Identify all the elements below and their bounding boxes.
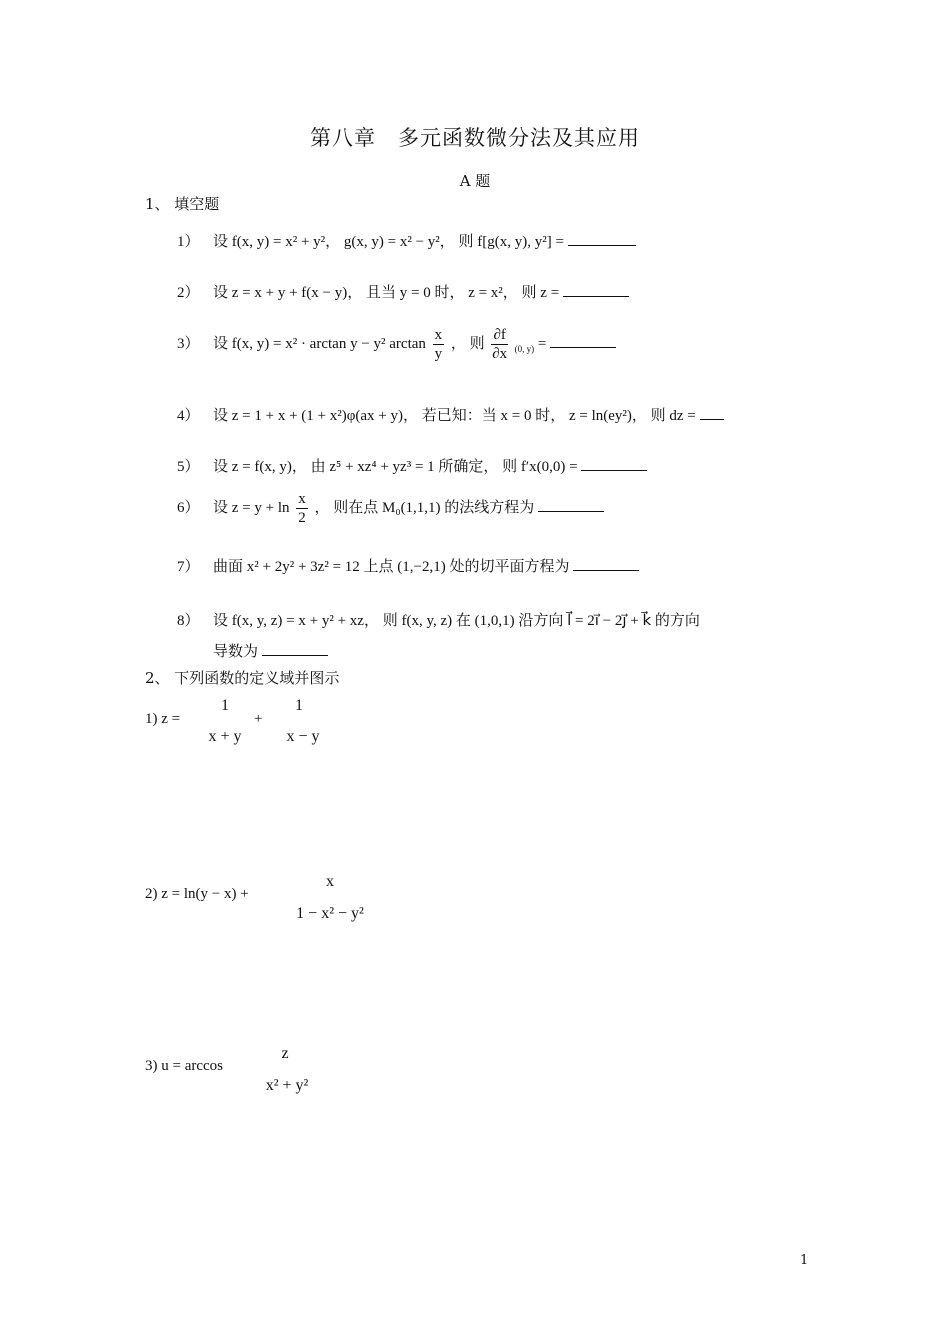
question-4 — [177, 404, 724, 425]
question-text: = — [537, 335, 547, 352]
question-number: 7） — [177, 559, 200, 575]
question-2 — [177, 281, 629, 302]
answer-blank[interactable] — [568, 231, 636, 246]
fraction — [433, 326, 445, 363]
question-text: ， 则 — [450, 335, 485, 352]
evaluation-point: (0, y) — [514, 343, 535, 354]
numerator: x — [434, 327, 443, 343]
question-text: 设 z = y + ln — [213, 499, 290, 516]
question-number: 4） — [177, 408, 200, 424]
question-number: 6） — [177, 499, 200, 516]
domain-function-1-label: 1) z = — [145, 711, 181, 727]
domain-function-3-numerator: z — [281, 1045, 289, 1062]
numerator: x — [298, 491, 306, 507]
answer-blank[interactable] — [700, 405, 724, 420]
question-text: 设 z = 1 + x + (1 + x²)φ(ax + y)， 若已知：当 x = 0 时， z = ln(ey²)， 则 dz = — [213, 408, 696, 424]
question-number: 3） — [177, 335, 200, 352]
question-text: ， 则在点 M₀(1,1,1) 的法线方程为 — [314, 499, 535, 516]
answer-blank[interactable] — [262, 641, 328, 656]
question-text: 导数为 — [213, 644, 259, 660]
answer-blank[interactable] — [581, 456, 647, 471]
answer-blank[interactable] — [550, 333, 616, 348]
domain-function-1-numerator-b: 1 — [295, 697, 303, 714]
page-title: 第八章 多元函数微分法及其应用 — [310, 126, 640, 150]
question-text: 设 f(x, y) = x² + y²， g(x, y) = x² − y²， 则 f[g(x, y), y²] = — [213, 234, 564, 250]
domain-heading: 2、 下列函数的定义域并图示 — [145, 669, 340, 687]
answer-blank[interactable] — [563, 282, 629, 297]
domain-function-1-denominator-b: x − y — [286, 728, 320, 745]
fill-blank-heading: 1、 填空题 — [145, 195, 220, 213]
domain-function-2-numerator: x — [326, 873, 334, 890]
page-number: 1 — [800, 1253, 809, 1268]
answer-blank[interactable] — [573, 556, 639, 571]
domain-function-2-denominator: 1 − x² − y² — [296, 905, 364, 922]
domain-function-2-label: 2) z = ln(y − x) + — [145, 886, 249, 902]
question-8 — [177, 609, 700, 630]
fraction — [296, 490, 308, 527]
question-number: 1） — [177, 234, 200, 250]
question-number: 8） — [177, 613, 200, 629]
numerator: ∂f — [493, 327, 506, 343]
denominator: y — [434, 346, 443, 362]
domain-function-3-label: 3) u = arccos — [145, 1058, 224, 1074]
question-7 — [177, 555, 639, 576]
domain-function-1-denominator-a: x + y — [208, 728, 242, 745]
denominator: ∂x — [492, 346, 508, 362]
question-number: 2） — [177, 285, 200, 301]
question-text: 设 z = x + y + f(x − y)， 且当 y = 0 时， z = x²， 则 z = — [213, 285, 560, 301]
denominator: 2 — [298, 510, 306, 526]
question-number: 5） — [177, 459, 200, 475]
question-text: 设 z = f(x, y)， 由 z⁵ + xz⁴ + yz³ = 1 所确定， 则 f′x(0,0) = — [213, 459, 578, 475]
partial-derivative — [491, 326, 507, 363]
question-6 — [177, 490, 604, 527]
question-5 — [177, 455, 647, 476]
domain-function-1-numerator-a: 1 — [221, 697, 229, 714]
question-text: 曲面 x² + 2y² + 3z² = 12 上点 (1,−2,1) 处的切平面方程为 — [213, 559, 570, 575]
section-a-heading: A 题 — [459, 172, 491, 190]
question-3 — [177, 326, 616, 363]
question-text: 设 f(x, y) = x² · arctan y − y² arctan — [213, 335, 426, 352]
question-1 — [177, 230, 636, 251]
domain-function-3-denominator: x² + y² — [265, 1077, 309, 1094]
answer-blank[interactable] — [538, 497, 604, 512]
question-text: 设 f(x, y, z) = x + y² + xz， 则 f(x, y, z) 在 (1,0,1) 沿方向 l⃗ = 2i⃗ − 2j⃗ + k⃗ 的方向 — [213, 613, 700, 629]
plus-sign: + — [254, 711, 263, 727]
question-8-continued — [213, 640, 328, 661]
